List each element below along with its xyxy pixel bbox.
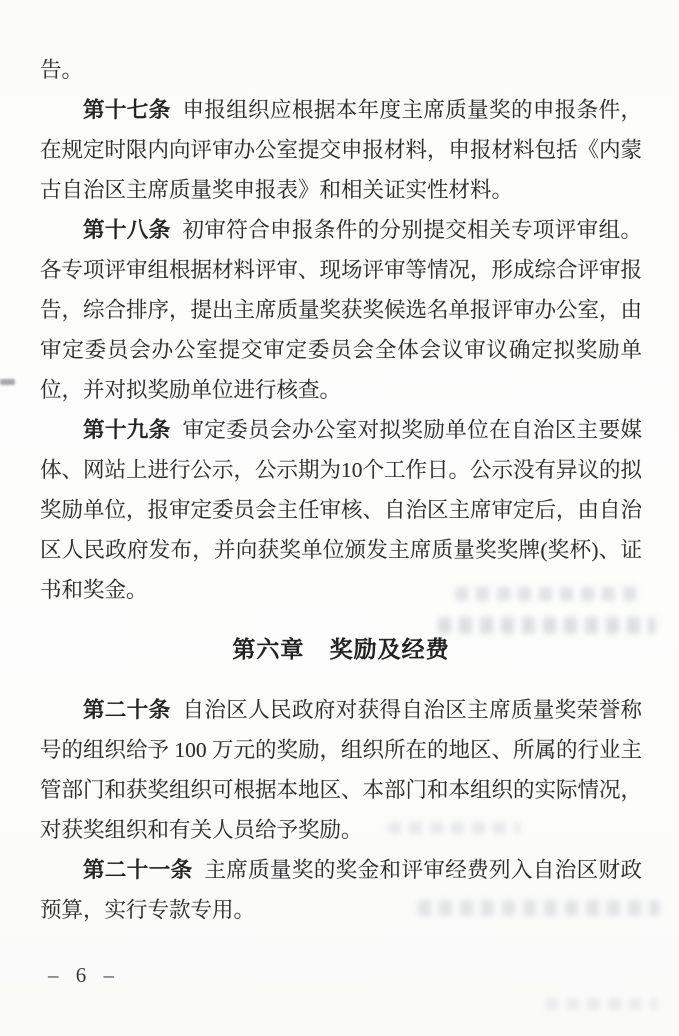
article-20-text: 自治区人民政府对获得自治区主席质量奖荣誉称号的组织给予 100 万元的奖励，组织所在的地区、所属的行业主管部门和获奖组织可根据本地区、本部门和本组织的实际情况，对获奖组织和有关人员给予奖励。 <box>40 698 643 842</box>
continuation-line: 告。 <box>40 58 84 82</box>
article-21-number: 第二十一条 <box>83 858 193 882</box>
bleed-through-artifact <box>438 617 656 634</box>
chapter-6-number: 第六章 <box>232 637 305 662</box>
article-17-paragraph <box>40 90 642 210</box>
article-18-text: 初审符合申报条件的分别提交相关专项评审组。各专项评审组根据材料评审、现场评审等情况，形成综合评审报告，综合排序，提出主席质量奖获奖候选名单报评审办公室，由审定委员会办公室提交审定委员会全体会议审议确定拟奖励单位，并对拟奖励单位进行核查。 <box>40 218 643 402</box>
article-17-number: 第十七条 <box>83 98 171 122</box>
article-18-number: 第十八条 <box>83 218 171 242</box>
article-19-paragraph <box>40 410 642 610</box>
article-21-text: 主席质量奖的奖金和评审经费列入自治区财政预算，实行专款专用。 <box>40 858 642 922</box>
bleed-through-artifact <box>418 900 660 916</box>
chapter-6-heading <box>40 630 642 670</box>
article-20-number: 第二十条 <box>83 698 171 722</box>
bleed-through-artifact <box>388 822 520 834</box>
page-number: – 6 – <box>48 963 120 987</box>
chapter-6-title: 奖励及经费 <box>329 637 450 662</box>
scan-edge-mark <box>0 379 15 385</box>
article-17-text: 申报组织应根据本年度主席质量奖的申报条件，在规定时限内向评审办公室提交申报材料，申报材料包括《内蒙古自治区主席质量奖申报表》和相关证实性材料。 <box>40 98 643 202</box>
bleed-through-artifact <box>545 998 657 1010</box>
article-20-paragraph <box>40 690 642 850</box>
article-19-number: 第十九条 <box>83 418 171 442</box>
document-body <box>40 50 642 930</box>
bleed-through-artifact <box>455 587 640 601</box>
article-18-paragraph <box>40 210 642 410</box>
article-21-paragraph <box>40 850 642 930</box>
article-19-text: 审定委员会办公室对拟奖励单位在自治区主要媒体、网站上进行公示，公示期为10个工作日。公示没有异议的拟奖励单位，报审定委员会主任审核、自治区主席审定后，由自治区人民政府发布，并向获奖单位颁发主席质量奖奖牌(奖杯)、证书和奖金。 <box>40 418 643 602</box>
